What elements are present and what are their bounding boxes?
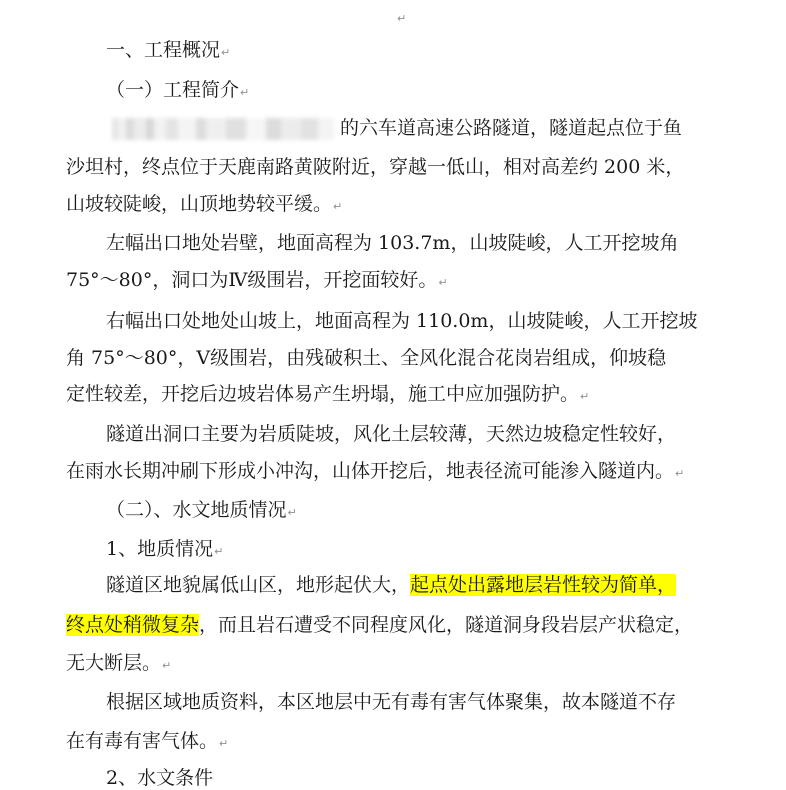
right-exit-line-3: 定性较差，开挖后边坡岩体易产生坍塌，施工中应加强防护。↵ bbox=[66, 383, 590, 405]
intro-line-2: 沙坦村，终点位于天鹿南路黄陂附近，穿越一低山，相对高差约 200 米， bbox=[66, 156, 685, 178]
highlighted-text: 起点处出露地层岩性较为简单， bbox=[410, 574, 677, 596]
left-exit-line-2: 75°～80°，洞口为Ⅳ级围岩，开挖面较好。↵ bbox=[66, 269, 448, 291]
intro-line-3: 山坡较陡峻，山顶地势较平缓。↵ bbox=[66, 193, 343, 215]
gas-line-2: 在有毒有害气体。↵ bbox=[66, 730, 229, 752]
top-paragraph-mark: ↵ bbox=[397, 12, 407, 25]
geology-line-2: 终点处稍微复杂，而且岩石遭受不同程度风化，隧道洞身段岩层产状稳定， bbox=[66, 614, 694, 636]
hydro-heading-partial: 2、水文条件 bbox=[106, 767, 214, 789]
geology-line-1: 隧道区地貌属低山区，地形起伏大，起点处出露地层岩性较为简单， bbox=[106, 574, 677, 596]
geology-heading: 1、地质情况↵ bbox=[106, 538, 224, 560]
intro-line-1: 的六车道高速公路隧道，隧道起点位于鱼 bbox=[106, 116, 682, 140]
right-exit-line-1: 右幅出口处地处山坡上，地面高程为 110.0m，山坡陡峻，人工开挖坡 bbox=[106, 310, 698, 332]
highlighted-text: 终点处稍微复杂 bbox=[66, 614, 200, 636]
exit-summary-line-1: 隧道出洞口主要为岩质陡坡，风化土层较薄，天然边坡稳定性较好， bbox=[106, 423, 677, 445]
subsection-hydro-heading: （二）、水文地质情况↵ bbox=[106, 499, 297, 521]
gas-line-1: 根据区域地质资料，本区地层中无有毒有害气体聚集，故本隧道不存 bbox=[106, 691, 677, 713]
geology-line-3: 无大断层。↵ bbox=[66, 652, 172, 674]
redacted-text bbox=[106, 118, 334, 140]
exit-summary-line-2: 在雨水长期冲刷下形成小冲沟，山体开挖后，地表径流可能渗入隧道内。↵ bbox=[66, 460, 685, 482]
section-title: 一、工程概况↵ bbox=[106, 39, 231, 61]
left-exit-line-1: 左幅出口地处岩壁，地面高程为 103.7m，山坡陡峻，人工开挖坡角 bbox=[106, 232, 679, 254]
subsection-intro-heading: （一）工程简介↵ bbox=[106, 79, 250, 101]
right-exit-line-2: 角 75°～80°，Ⅴ级围岩，由残破积土、全风化混合花岗岩组成，仰坡稳 bbox=[66, 347, 667, 369]
